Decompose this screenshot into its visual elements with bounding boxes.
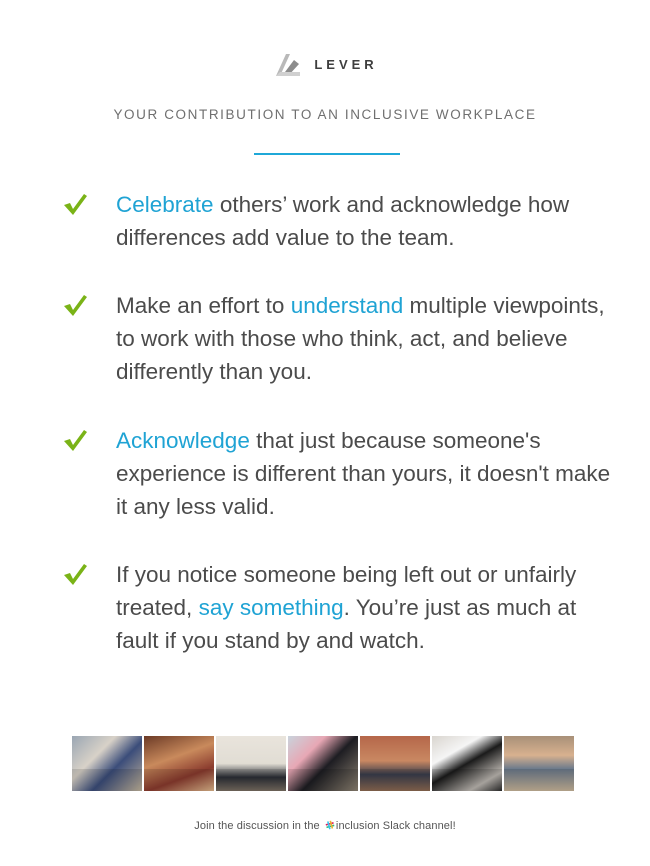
item-text-post: that just because someone's experience is different than yours, it doesn't make it any less valid. bbox=[116, 428, 611, 519]
team-photo bbox=[216, 736, 286, 791]
checkmark-icon bbox=[62, 292, 88, 318]
footer-channel[interactable]: inclusion bbox=[335, 820, 380, 832]
item-highlight: say something bbox=[198, 595, 344, 620]
item-text-post: multiple viewpoints, to work with those who think, act, and believe differently than you. bbox=[116, 293, 605, 384]
footer-text-pre: Join the discussion in the bbox=[194, 820, 323, 832]
footer-note bbox=[0, 820, 650, 832]
footer-text-post: Slack channel! bbox=[379, 820, 456, 832]
page-subtitle: YOUR CONTRIBUTION TO AN INCLUSIVE WORKPLACE bbox=[113, 107, 537, 122]
item-text-pre: Make an effort to bbox=[116, 293, 291, 318]
checkmark-icon bbox=[62, 427, 88, 453]
item-highlight: understand bbox=[290, 293, 404, 318]
list-item bbox=[62, 289, 622, 388]
logo-text: LEVER bbox=[314, 56, 378, 72]
item-text-post: . You’re just as much at fault if you stand by and watch. bbox=[116, 595, 577, 653]
team-photo bbox=[432, 736, 502, 791]
item-highlight: Celebrate bbox=[116, 192, 214, 217]
item-text-pre: If you notice someone being left out or unfairly treated, bbox=[116, 562, 577, 620]
divider bbox=[254, 153, 400, 155]
checkmark-icon bbox=[62, 561, 88, 587]
header bbox=[0, 50, 650, 78]
list-item bbox=[62, 424, 622, 523]
item-text-post: others’ work and acknowledge how differences add value to the team. bbox=[116, 192, 570, 250]
team-photo bbox=[360, 736, 430, 791]
photo-strip bbox=[72, 736, 574, 791]
slack-icon bbox=[325, 820, 335, 830]
checkmark-icon bbox=[62, 191, 88, 217]
lever-logo-icon bbox=[272, 50, 302, 78]
list-item bbox=[62, 188, 622, 254]
team-photo bbox=[144, 736, 214, 791]
team-photo bbox=[288, 736, 358, 791]
checklist bbox=[62, 188, 622, 692]
team-photo bbox=[504, 736, 574, 791]
team-photo bbox=[72, 736, 142, 791]
list-item bbox=[62, 558, 622, 657]
item-highlight: Acknowledge bbox=[116, 428, 250, 453]
